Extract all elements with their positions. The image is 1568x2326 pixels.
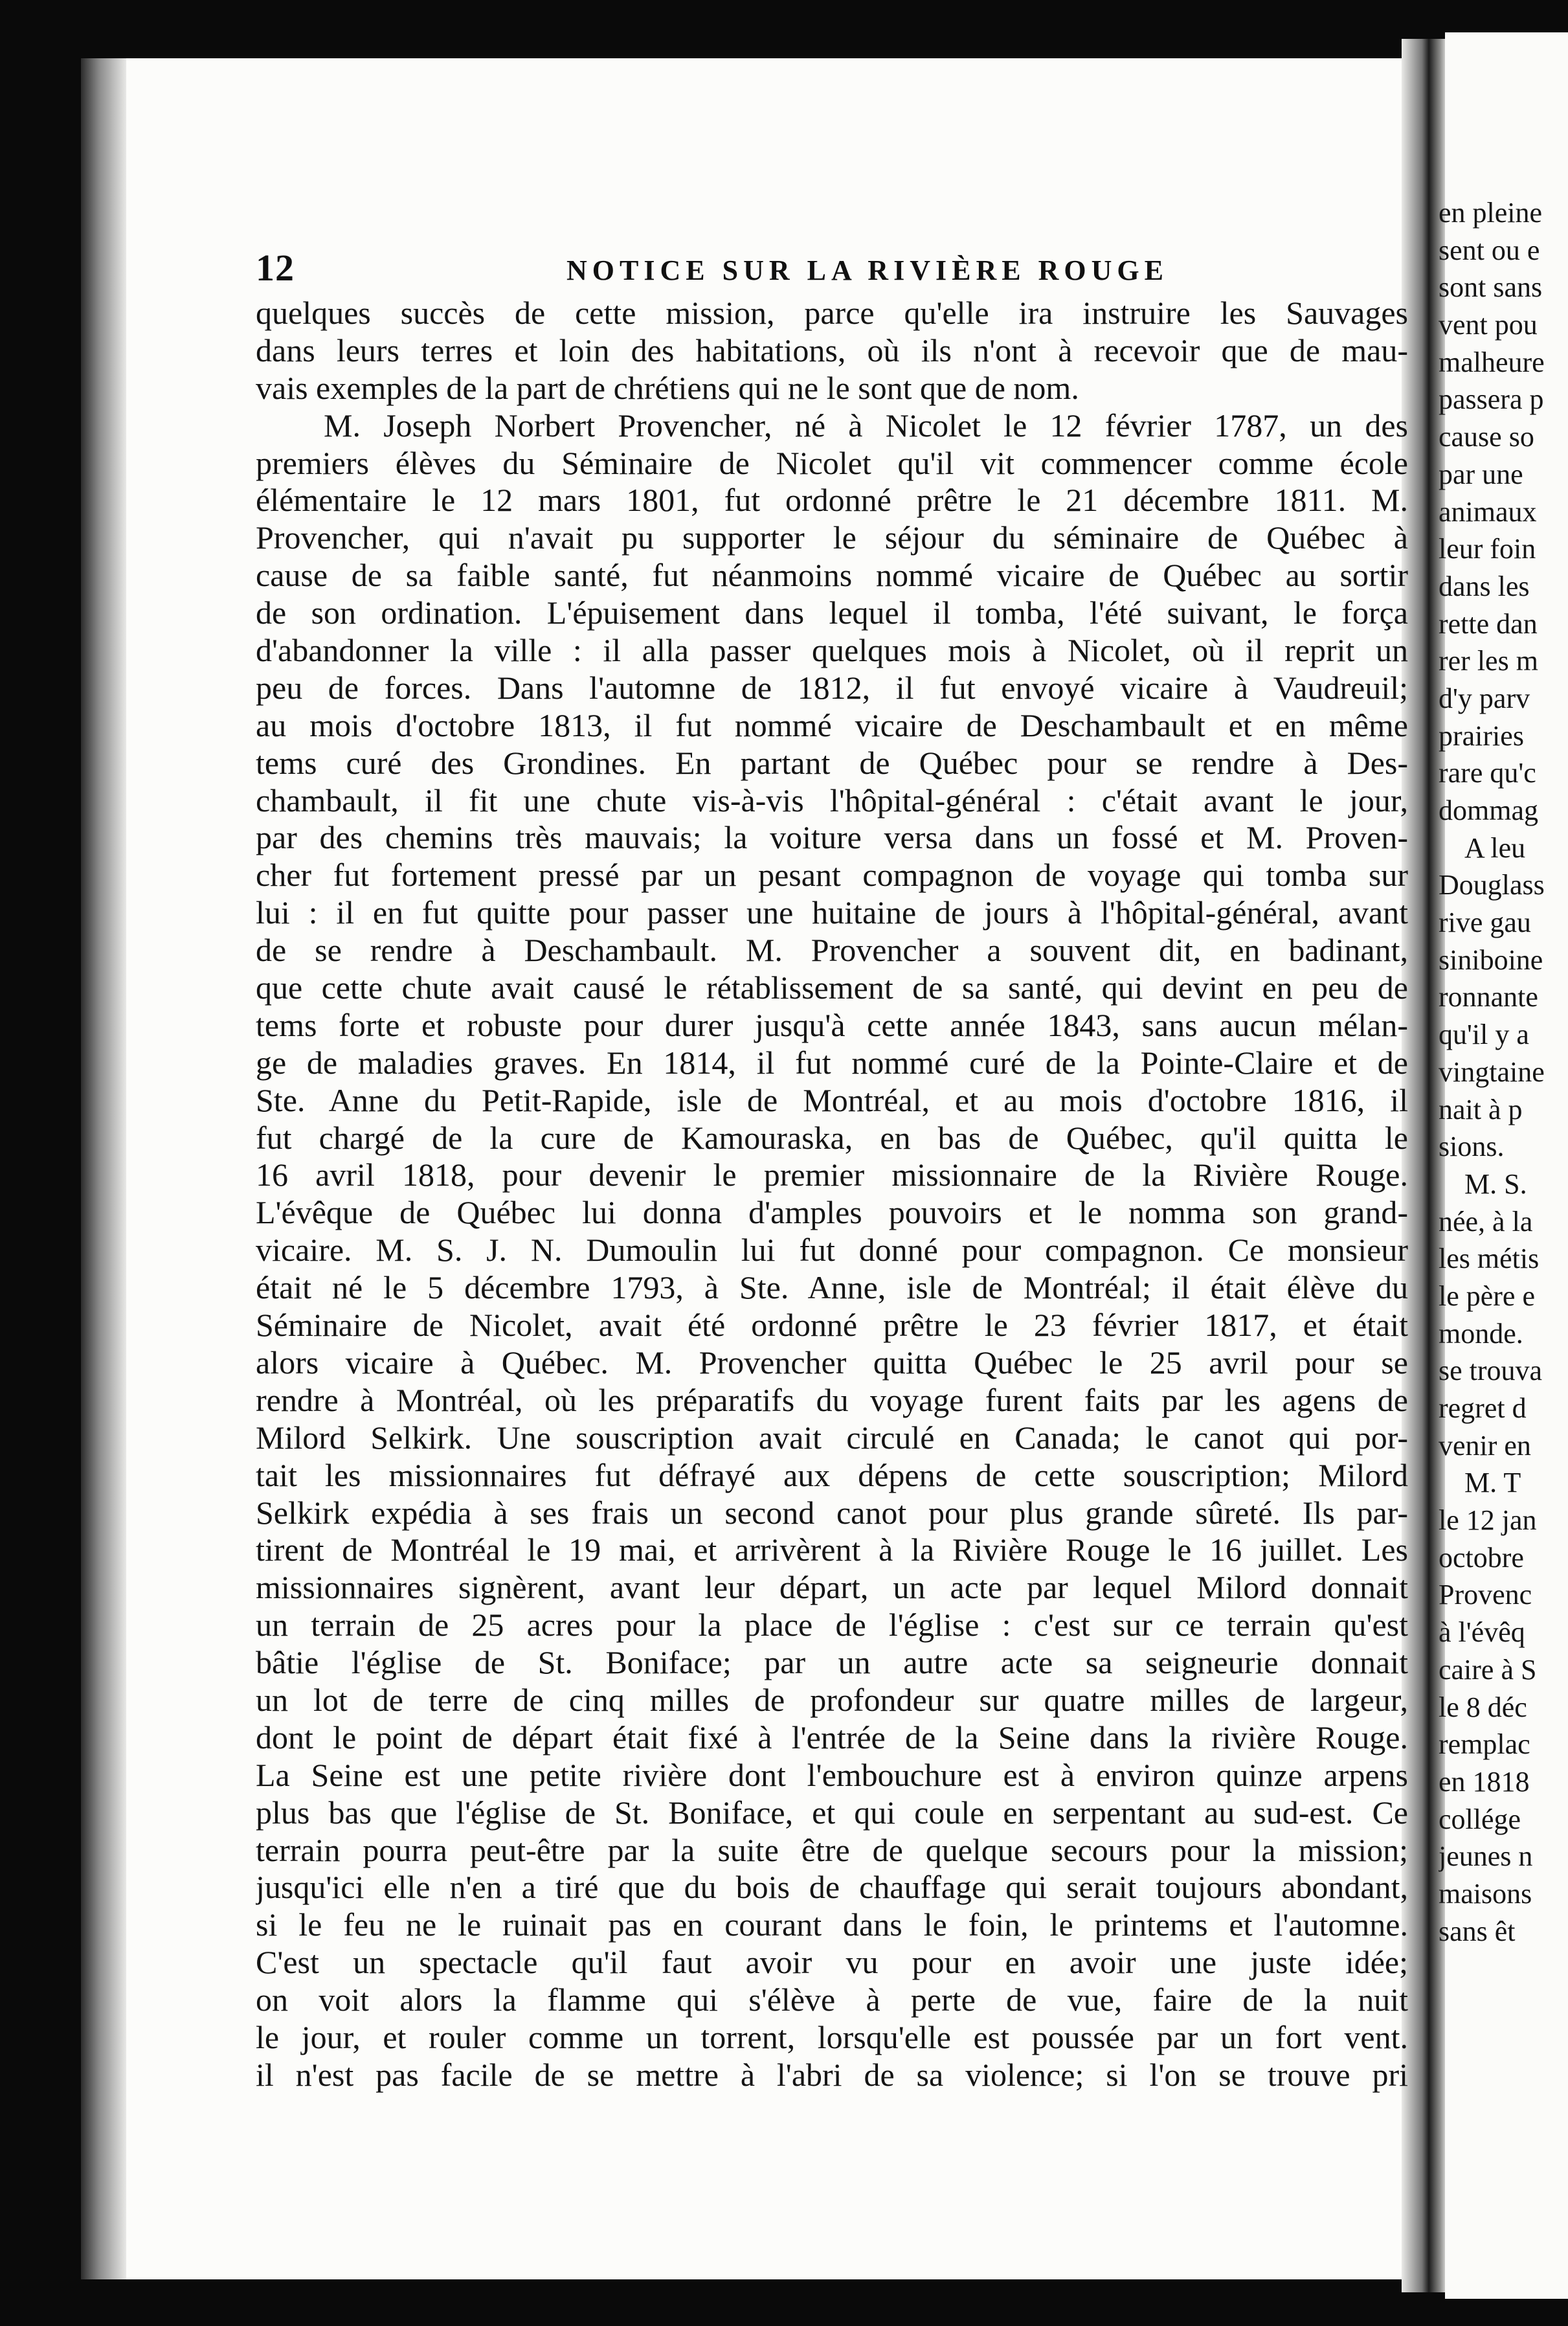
right-page-line: le père e <box>1439 1280 1535 1312</box>
right-page-line: animaux <box>1439 495 1537 528</box>
right-page-line: A leu <box>1464 831 1526 864</box>
text-line: Selkirk expédia à ses frais un second canot pour plus grande sûreté. Ils par- <box>256 1494 1408 1531</box>
right-page-line: ronnante <box>1439 981 1538 1013</box>
right-page-line: qu'il y a <box>1439 1019 1529 1051</box>
page-number: 12 <box>256 247 295 289</box>
right-page-line: en pleine <box>1439 197 1543 229</box>
text-line: un lot de terre de cinq milles de profondeur sur quatre milles de largeur, <box>256 1681 1408 1718</box>
text-line: terrain pourra peut-être par la suite être de quelque secours pour la mission; <box>256 1831 1408 1868</box>
text-line: de son ordination. L'épuisement dans lequel il tomba, l'été suivant, le força <box>256 594 1408 631</box>
right-page-line: maisons <box>1439 1877 1532 1910</box>
text-line: quelques succès de cette mission, parce qu'elle ira instruire les Sauvages <box>256 295 1408 331</box>
right-page-line: vent pou <box>1439 309 1538 341</box>
text-line: rendre à Montréal, où les préparatifs du voyage furent faits par les agens de <box>256 1381 1408 1418</box>
text-line: au mois d'octobre 1813, il fut nommé vicaire de Deschambault et en même <box>256 706 1408 743</box>
text-line: dans leurs terres et loin des habitations, où ils n'ont à recevoir que de mau- <box>256 332 1408 368</box>
right-page-line: siniboine <box>1439 943 1543 976</box>
right-page-line: monde. <box>1439 1317 1523 1349</box>
right-page-line: venir en <box>1439 1429 1531 1462</box>
right-page-line: Douglass <box>1439 869 1545 901</box>
right-page-line: dommag <box>1439 795 1538 826</box>
right-page-line: malheure <box>1439 346 1545 378</box>
right-page-line: prairies <box>1439 719 1524 752</box>
right-page-line: vingtaine <box>1439 1056 1545 1088</box>
text-line: tait les missionnaires fut défrayé aux dépens de cette souscription; Milord <box>256 1456 1408 1493</box>
right-page-line: nait à p <box>1439 1093 1523 1125</box>
right-page-line: le 8 déc <box>1439 1691 1527 1723</box>
body-text <box>256 295 1408 2094</box>
text-line: vicaire. M. S. J. N. Dumoulin lui fut donné pour compagnon. Ce monsieur <box>256 1232 1408 1269</box>
text-line: cher fut fortement pressé par un pesant compagnon de voyage qui tomba sur <box>256 857 1408 894</box>
right-page-line: sent ou e <box>1439 234 1540 266</box>
right-page-line: caire à S <box>1439 1653 1537 1686</box>
right-page-line: sions. <box>1439 1131 1505 1163</box>
text-line: que cette chute avait causé le rétablissement de sa santé, qui devint en peu de <box>256 969 1408 1006</box>
text-line: Séminaire de Nicolet, avait été ordonné prêtre le 23 février 1817, et était <box>256 1307 1408 1344</box>
right-page-line: en 1818 <box>1439 1765 1530 1798</box>
right-page-line: rette dan <box>1439 607 1538 640</box>
page-binding-edge <box>81 58 126 2279</box>
page-header <box>256 246 1421 298</box>
right-page-line: Provenc <box>1439 1579 1532 1611</box>
right-page-line: M. S. <box>1464 1168 1527 1200</box>
running-title: NOTICE SUR LA RIVIÈRE ROUGE <box>566 254 1169 286</box>
right-page-line: sont sans <box>1439 271 1543 304</box>
text-line: vais exemples de la part de chrétiens qui ne le sont que de nom. <box>256 369 1079 406</box>
right-page-line: M. T <box>1464 1467 1521 1499</box>
right-page-line: les métis <box>1439 1243 1540 1275</box>
right-page-line: d'y parv <box>1439 682 1530 714</box>
right-page-line: passera p <box>1439 383 1544 416</box>
text-line: jusqu'ici elle n'en a tiré que du bois de chauffage qui serait toujours abondant, <box>256 1869 1408 1906</box>
text-line: par des chemins très mauvais; la voiture versa dans un fossé et M. Proven- <box>256 819 1408 856</box>
text-line: bâtie l'église de St. Boniface; par un autre acte sa seigneurie donnait <box>256 1644 1408 1681</box>
right-page-line: dans les <box>1439 570 1530 602</box>
right-page-line: par une <box>1439 458 1523 490</box>
text-line: on voit alors la flamme qui s'élève à perte de vue, faire de la nuit <box>256 1982 1408 2018</box>
right-page-line: cause so <box>1439 421 1534 453</box>
text-line: Milord Selkirk. Une souscription avait circulé en Canada; le canot qui por- <box>256 1419 1408 1456</box>
right-page-line: jeunes n <box>1439 1840 1533 1873</box>
text-line: le jour, et rouler comme un torrent, lorsqu'elle est poussée par un fort vent. <box>256 2018 1408 2055</box>
right-page-line: regret d <box>1439 1392 1527 1424</box>
text-line: cause de sa faible santé, fut néanmoins nommé vicaire de Québec au sortir <box>256 557 1408 594</box>
text-line: de se rendre à Deschambault. M. Provencher a souvent dit, en badinant, <box>256 932 1408 969</box>
right-page-line: leur foin <box>1439 533 1536 565</box>
text-line: était né le 5 décembre 1793, à Ste. Anne, isle de Montréal; il était élève du <box>256 1269 1408 1306</box>
right-page-line: se trouva <box>1439 1355 1543 1387</box>
text-line: tirent de Montréal le 19 mai, et arrivèrent à la Rivière Rouge le 16 juillet. Les <box>256 1531 1408 1568</box>
text-line: d'abandonner la ville : il alla passer quelques mois à Nicolet, où il reprit un <box>256 632 1408 669</box>
text-line: il n'est pas facile de se mettre à l'abri de sa violence; si l'on se trouve pri <box>256 2056 1408 2093</box>
text-line: lui : il en fut quitte pour passer une huitaine de jours à l'hôpital-général, avant <box>256 894 1408 931</box>
text-line: plus bas que l'église de St. Boniface, et qui coule en serpentant au sud-est. Ce <box>256 1794 1408 1831</box>
text-line: M. Joseph Norbert Provencher, né à Nicolet le 12 février 1787, un des <box>324 407 1408 444</box>
text-line: dont le point de départ était fixé à l'entrée de la Seine dans la rivière Rouge. <box>256 1719 1408 1756</box>
text-line: missionnaires signèrent, avant leur départ, un acte par lequel Milord donnait <box>256 1569 1408 1606</box>
text-line: fut chargé de la cure de Kamouraska, en bas de Québec, qu'il quitta le <box>256 1119 1408 1156</box>
right-page-line: octobre <box>1439 1541 1524 1574</box>
text-line: C'est un spectacle qu'il faut avoir vu pour en avoir une juste idée; <box>256 1944 1408 1981</box>
text-line: 16 avril 1818, pour devenir le premier missionnaire de la Rivière Rouge. <box>256 1157 1408 1193</box>
right-page-line: collége <box>1439 1803 1521 1835</box>
text-line: tems curé des Grondines. En partant de Québec pour se rendre à Des- <box>256 744 1408 781</box>
text-line: alors vicaire à Québec. M. Provencher quitta Québec le 25 avril pour se <box>256 1344 1408 1381</box>
text-line: tems forte et robuste pour durer jusqu'à cette année 1843, sans aucun mélan- <box>256 1006 1408 1043</box>
text-line: un terrain de 25 acres pour la place de l'église : c'est sur ce terrain qu'est <box>256 1607 1408 1643</box>
text-line: ge de maladies graves. En 1814, il fut nommé curé de la Pointe-Claire et de <box>256 1044 1408 1081</box>
text-line: premiers élèves du Séminaire de Nicolet qu'il vit commencer comme école <box>256 444 1408 481</box>
right-page-line: née, à la <box>1439 1205 1533 1237</box>
text-line: Provencher, qui n'avait pu supporter le séjour du séminaire de Québec à <box>256 519 1408 556</box>
right-page-line: rare qu'c <box>1439 757 1536 789</box>
text-line: peu de forces. Dans l'automne de 1812, il fut envoyé vicaire à Vaudreuil; <box>256 669 1408 706</box>
right-page-line: le 12 jan <box>1439 1504 1537 1537</box>
right-page-line: rer les m <box>1439 645 1538 677</box>
right-page-line: rive gau <box>1439 907 1531 939</box>
right-page-line: à l'évêq <box>1439 1616 1525 1649</box>
text-line: chambault, il fit une chute vis-à-vis l'hôpital-général : c'était avant le jour, <box>256 782 1408 819</box>
right-page-line: sans êt <box>1439 1915 1516 1947</box>
text-line: L'évêque de Québec lui donna d'amples pouvoirs et le nomma son grand- <box>256 1194 1408 1231</box>
text-line: Ste. Anne du Petit-Rapide, isle de Montréal, et au mois d'octobre 1816, il <box>256 1081 1408 1118</box>
text-line: si le feu ne le ruinait pas en courant dans le foin, le printems et l'automne. <box>256 1906 1408 1943</box>
text-line: La Seine est une petite rivière dont l'embouchure est à environ quinze arpens <box>256 1756 1408 1793</box>
right-page-line: remplac <box>1439 1728 1530 1761</box>
right-page-text <box>1439 194 1568 1950</box>
text-line: élémentaire le 12 mars 1801, fut ordonné prêtre le 21 décembre 1811. M. <box>256 482 1408 519</box>
